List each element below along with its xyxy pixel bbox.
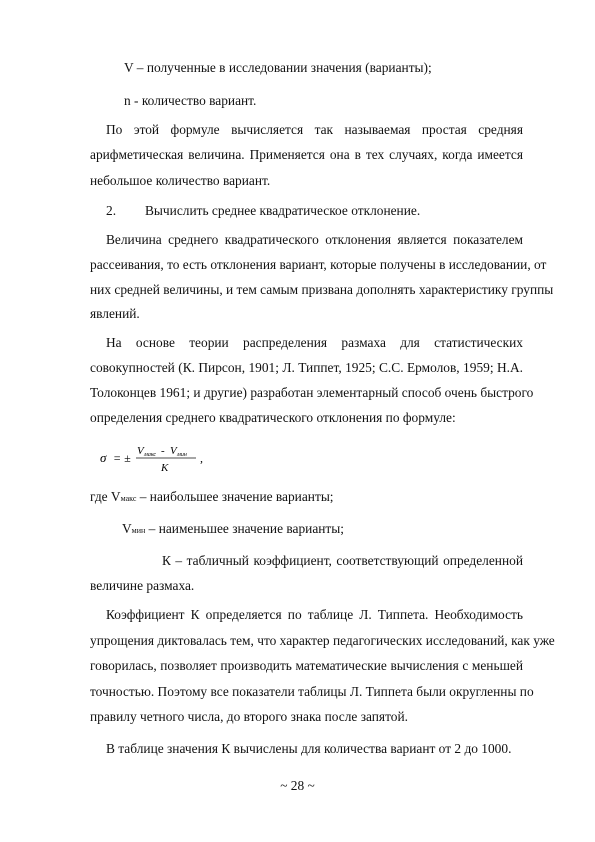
paragraph-1-line-1: По этой формуле вычисляется так называемая простая средняя [106, 122, 523, 137]
paragraph-5-line-3: говорилась, позволяет производить математические вычисления с меньшей [90, 658, 523, 673]
list-item-number: 2. [106, 203, 117, 218]
formula-v-max-sub: макс [144, 452, 157, 458]
sigma-formula [100, 437, 260, 477]
definition-vmin [122, 521, 344, 539]
paragraph-5-line-5: правилу четного числа, до второго знака после запятой. [90, 709, 408, 724]
page-number: ~ 28 ~ [280, 778, 315, 793]
vmin-prefix: V [122, 521, 132, 536]
formula-equals-plusminus: = ± [113, 451, 131, 465]
paragraph-2-line-2: рассеивания, то есть отклонения вариант, которые получены в исследовании, от [90, 257, 547, 272]
paragraph-1-line-3: небольшое количество вариант. [90, 173, 271, 188]
vmin-subscript: мин [131, 526, 146, 535]
list-item-text: Вычислить среднее квадратическое отклонение. [145, 203, 421, 218]
vmax-subscript: макс [120, 494, 137, 503]
paragraph-3-line-2: совокупностей (К. Пирсон, 1901; Л. Типпет, 1925; С.С. Ермолов, 1959; Н.А. [90, 360, 523, 375]
paragraph-3-line-4: определения среднего квадратического отклонения по формуле: [90, 410, 456, 425]
definition-k-line-2: величине размаха. [90, 578, 195, 593]
formula-comma: , [200, 451, 203, 465]
paragraph-5-line-4: точностью. Поэтому все показатели таблицы Л. Типпета были округленны по [90, 684, 534, 699]
vmax-prefix: где V [90, 489, 121, 504]
definition-k-line-1: К – табличный коэффициент, соответствующий определенной [162, 553, 523, 568]
formula-v-min-sub: мин [177, 452, 187, 458]
vmax-description: – наибольшее значение варианты; [136, 489, 334, 504]
definition-n: n - количество вариант. [124, 93, 257, 108]
paragraph-5-line-2: упрощения диктовалась тем, что характер педагогических исследований, как уже [90, 633, 555, 648]
formula-sigma: σ [100, 450, 107, 465]
vmin-description: – наименьшее значение варианты; [145, 521, 344, 536]
formula-v-max: V [137, 445, 144, 457]
paragraph-2-line-1: Величина среднего квадратического отклонения является показателем [106, 232, 523, 247]
paragraph-6: В таблице значения К вычислены для количества вариант от 2 до 1000. [106, 741, 512, 756]
paragraph-2-line-4: явлений. [90, 306, 140, 321]
definition-v: V – полученные в исследовании значения (варианты); [124, 60, 432, 75]
paragraph-2-line-3: них средней величины, и тем самым призвана дополнять характеристику группы [90, 282, 554, 297]
formula-v-min: V [170, 445, 177, 457]
definition-vmax [90, 489, 334, 507]
paragraph-3-line-1: На основе теории распределения размаха для статистических [106, 335, 523, 350]
formula-minus: - [161, 445, 165, 457]
paragraph-3-line-3: Толоконцев 1961; и другие) разработан элементарный способ очень быстрого [90, 385, 534, 400]
formula-denominator: K [161, 462, 169, 474]
paragraph-1-line-2: арифметическая величина. Применяется она в тех случаях, когда имеется [90, 147, 523, 162]
paragraph-5-line-1: Коэффициент К определяется по таблице Л. Типпета. Необходимость [106, 607, 523, 622]
